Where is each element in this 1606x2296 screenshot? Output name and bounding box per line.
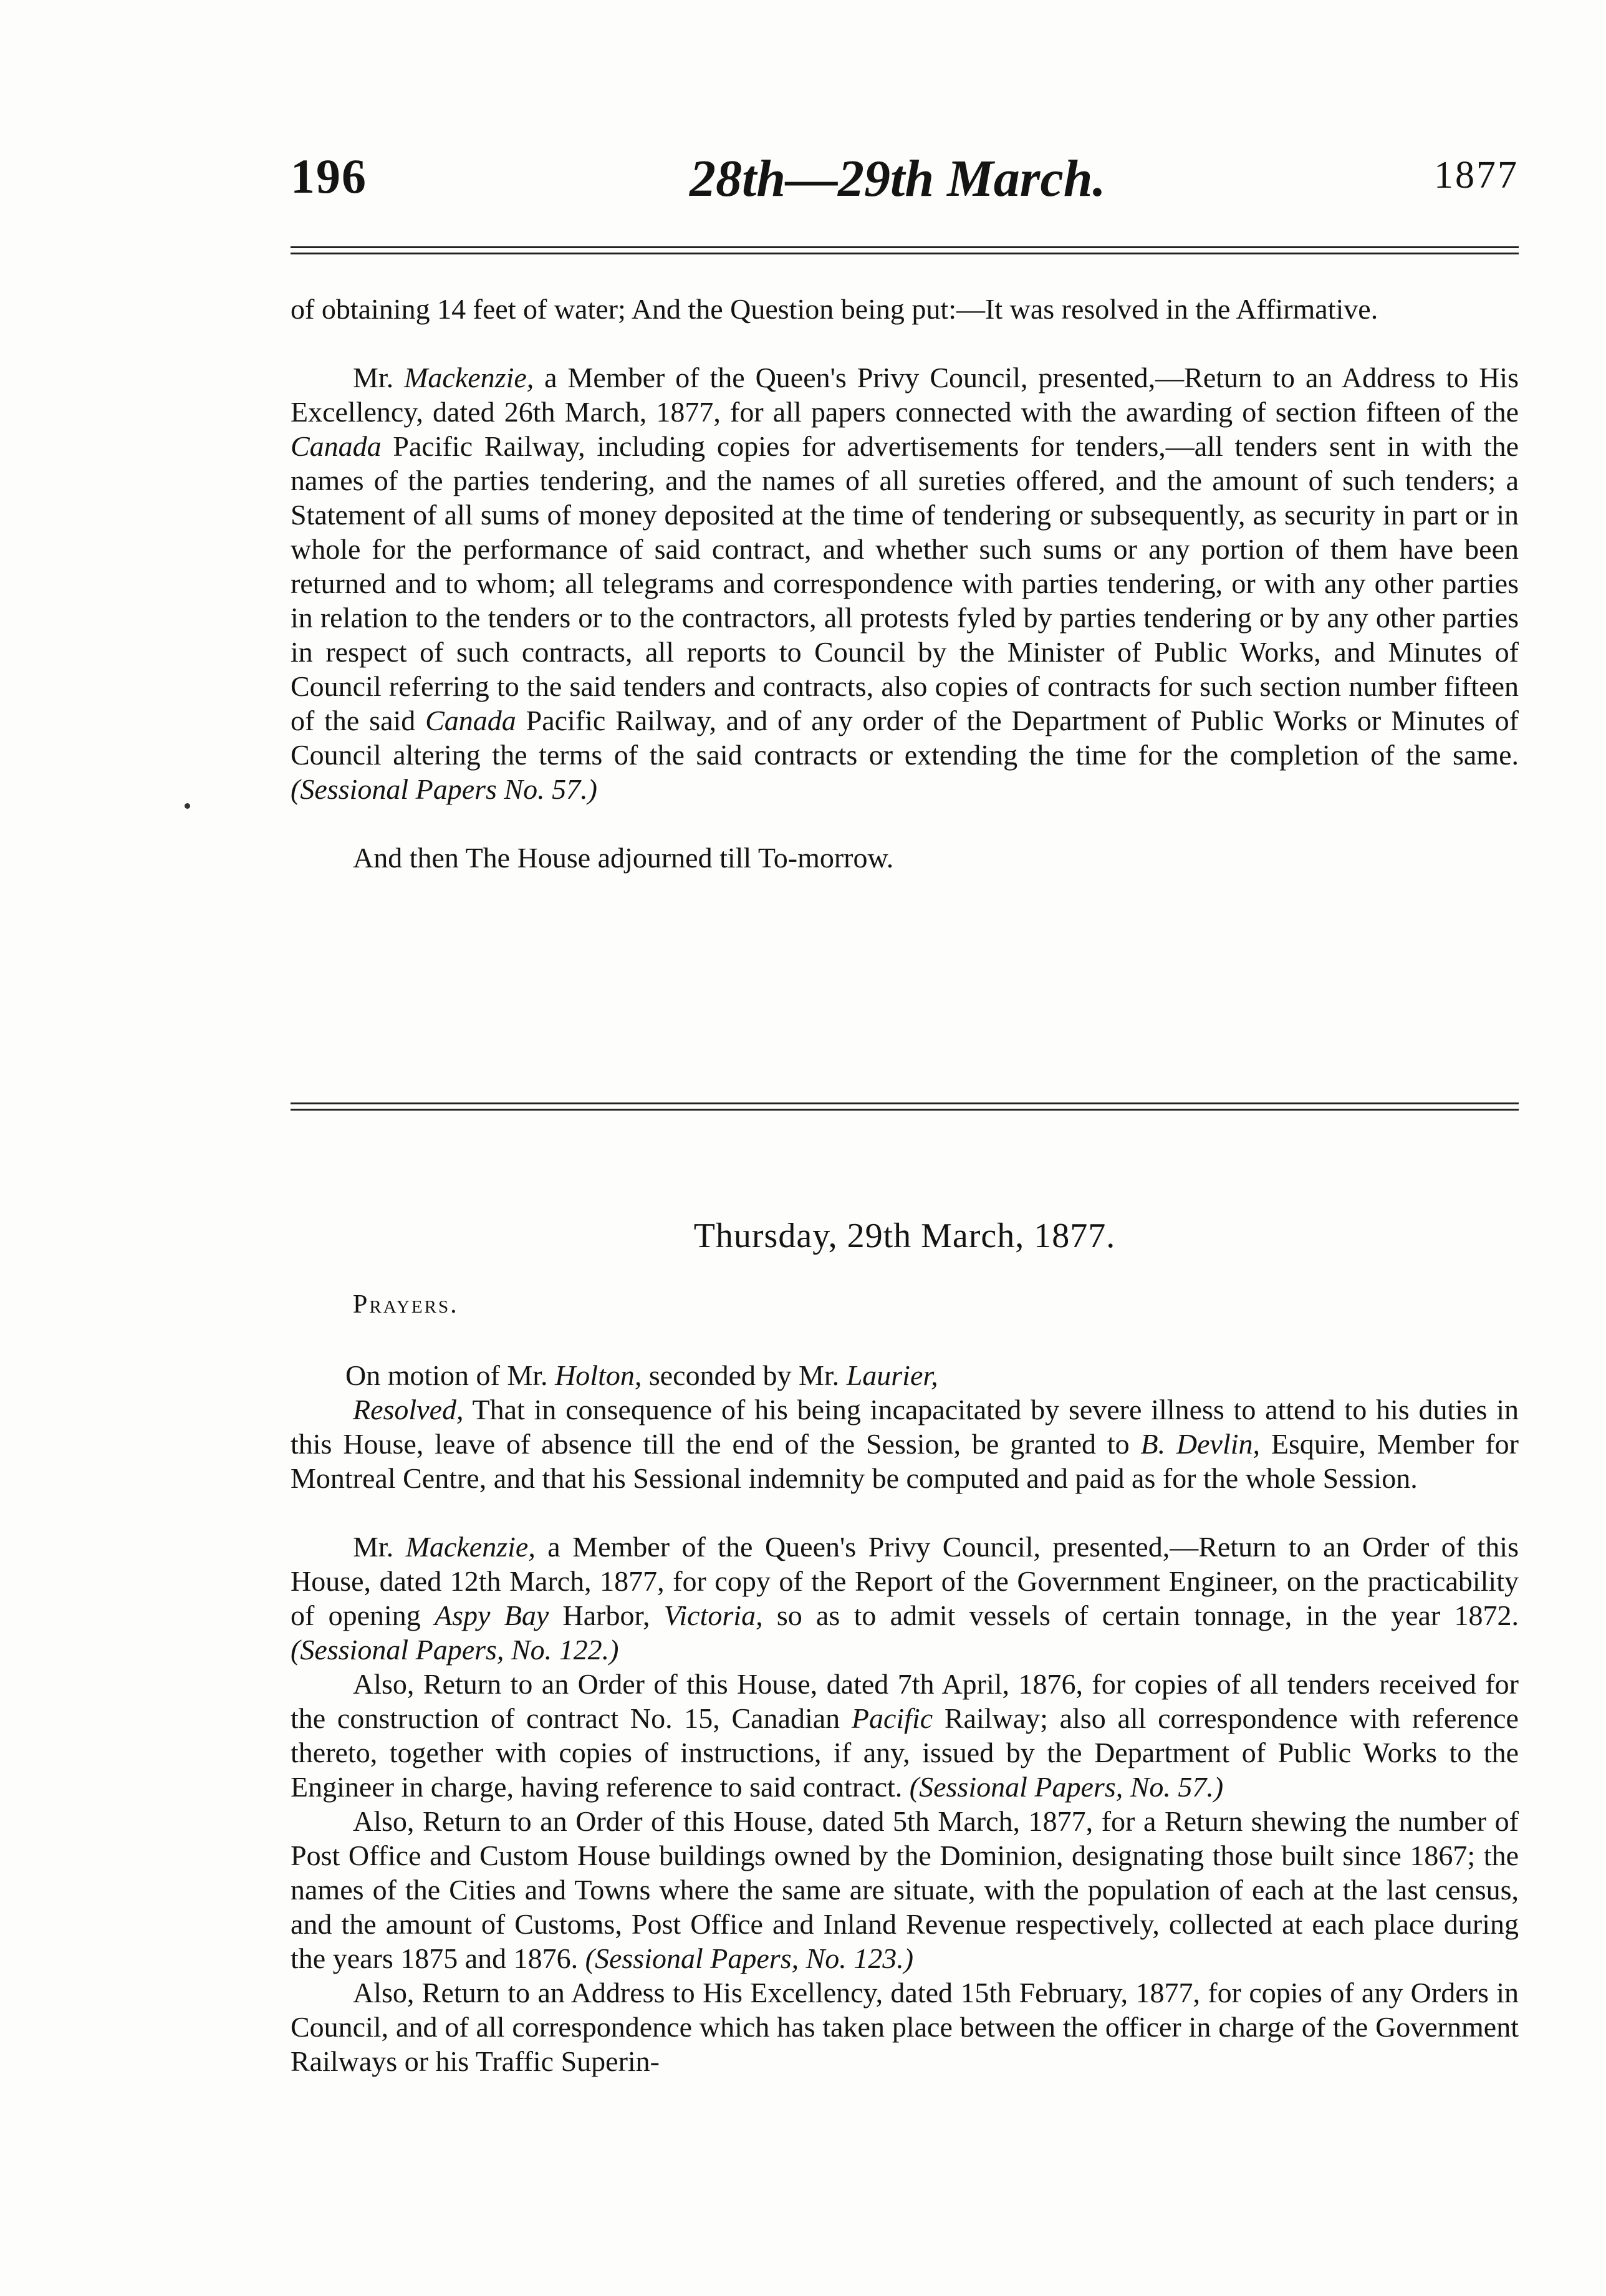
- running-title: 28th—29th March.: [690, 150, 1106, 208]
- return-paragraph-railways: Also, Return to an Address to His Excellency, dated 15th February, 1877, for copies of any Orders in Council, and of all correspondence which has taken place between the officer in charge of the Government Railways or his Traffic Superin-: [291, 1977, 1519, 2077]
- motion-line: On motion of Mr. Holton, seconded by Mr. Laurier,: [345, 1359, 938, 1391]
- return-paragraph-123: Also, Return to an Order of this House, dated 5th March, 1877, for a Return shewing the number of Post Office and Custom House buildings owned by the Dominion, designating those built since 1867; the names of the Cities and Towns where the same are situate, with the population of each at the last census, and the amount of Customs, Post Office and Inland Revenue respectively, collected at each place during the years 1875 and 1876. (Sessional Papers, No. 123.): [291, 1805, 1519, 1974]
- margin-mark: [185, 803, 190, 809]
- return-paragraph-122: Mr. Mackenzie, a Member of the Queen's Privy Council, presented,—Return to an Order of this House, dated 12th March, 1877, for copy of the Report of the Government Engineer, on the practicability of opening Aspy Bay Harbor, Victoria, so as to admit vessels of certain tonnage, in the year 1872. (Sessional Papers, No. 122.): [291, 1531, 1519, 1666]
- header-double-rule: [291, 246, 1519, 254]
- page-header: [291, 148, 1519, 223]
- section-28th-march: [291, 292, 1519, 875]
- return-paragraph-57: Also, Return to an Order of this House, dated 7th April, 1876, for copies of all tenders received for the construction of contract No. 15, Canadian Pacific Railway; also all correspondence with reference thereto, together with copies of instructions, if any, issued by the Department of Public Works to the Engineer in charge, having reference to said contract. (Sessional Papers, No. 57.): [291, 1668, 1519, 1803]
- section-29th-march: [291, 1358, 1519, 2078]
- section-double-rule: [291, 1102, 1519, 1111]
- page-number: 196: [291, 149, 367, 203]
- sessional-paper-citation: (Sessional Papers, No. 122.): [291, 1634, 619, 1666]
- sessional-paper-citation: (Sessional Papers, No. 57.): [909, 1771, 1224, 1803]
- sessional-paper-citation: (Sessional Papers No. 57.): [291, 773, 597, 805]
- prayers-heading: Prayers.: [353, 1290, 459, 1319]
- day-heading: Thursday, 29th March, 1877.: [693, 1217, 1116, 1255]
- adjournment-line: And then The House adjourned till To-morrow.: [353, 842, 894, 874]
- mackenzie-return-paragraph: Mr. Mackenzie, a Member of the Queen's Privy Council, presented,—Return to an Address to His Excellency, dated 26th March, 1877, for all papers connected with the awarding of section fifteen of the Canada Pacific Railway, including copies for advertisements for tenders,—all tenders sent in with the names of the parties tendering, and the names of all sureties offered, and the amount of such tenders; a Statement of all sums of money deposited at the time of tendering or subsequently, as security in part or in whole for the performance of said contract, and whether such sums or any portion of them have been returned and to whom; all telegrams and correspondence with parties tendering, or with any other parties in relation to the tenders or to the contractors, all protests fyled by parties tendering or by any other parties in respect of such contracts, all reports to Council by the Minister of Public Works, and Minutes of Council referring to the said tenders and contracts, also copies of contracts for such section number fifteen of the said Canada Pacific Railway, and of any order of the Department of Public Works or Minutes of Council altering the terms of the said contracts or extending the time for the completion of the same. (Sessional Papers No. 57.): [291, 362, 1519, 805]
- resolution-paragraph: Resolved, That in consequence of his being incapacitated by severe illness to attend to his duties in this House, leave of absence till the end of the Session, be granted to B. Devlin, Esquire, Member for Montreal Centre, and that his Sessional indemnity be computed and paid as for the whole Session.: [291, 1394, 1519, 1494]
- header-year: 1877: [1434, 154, 1519, 196]
- sessional-paper-citation: (Sessional Papers, No. 123.): [585, 1942, 914, 1974]
- member-name: Mackenzie,: [404, 362, 534, 393]
- continued-paragraph: of obtaining 14 feet of water; And the Question being put:—It was resolved in the Affirmative.: [291, 293, 1378, 325]
